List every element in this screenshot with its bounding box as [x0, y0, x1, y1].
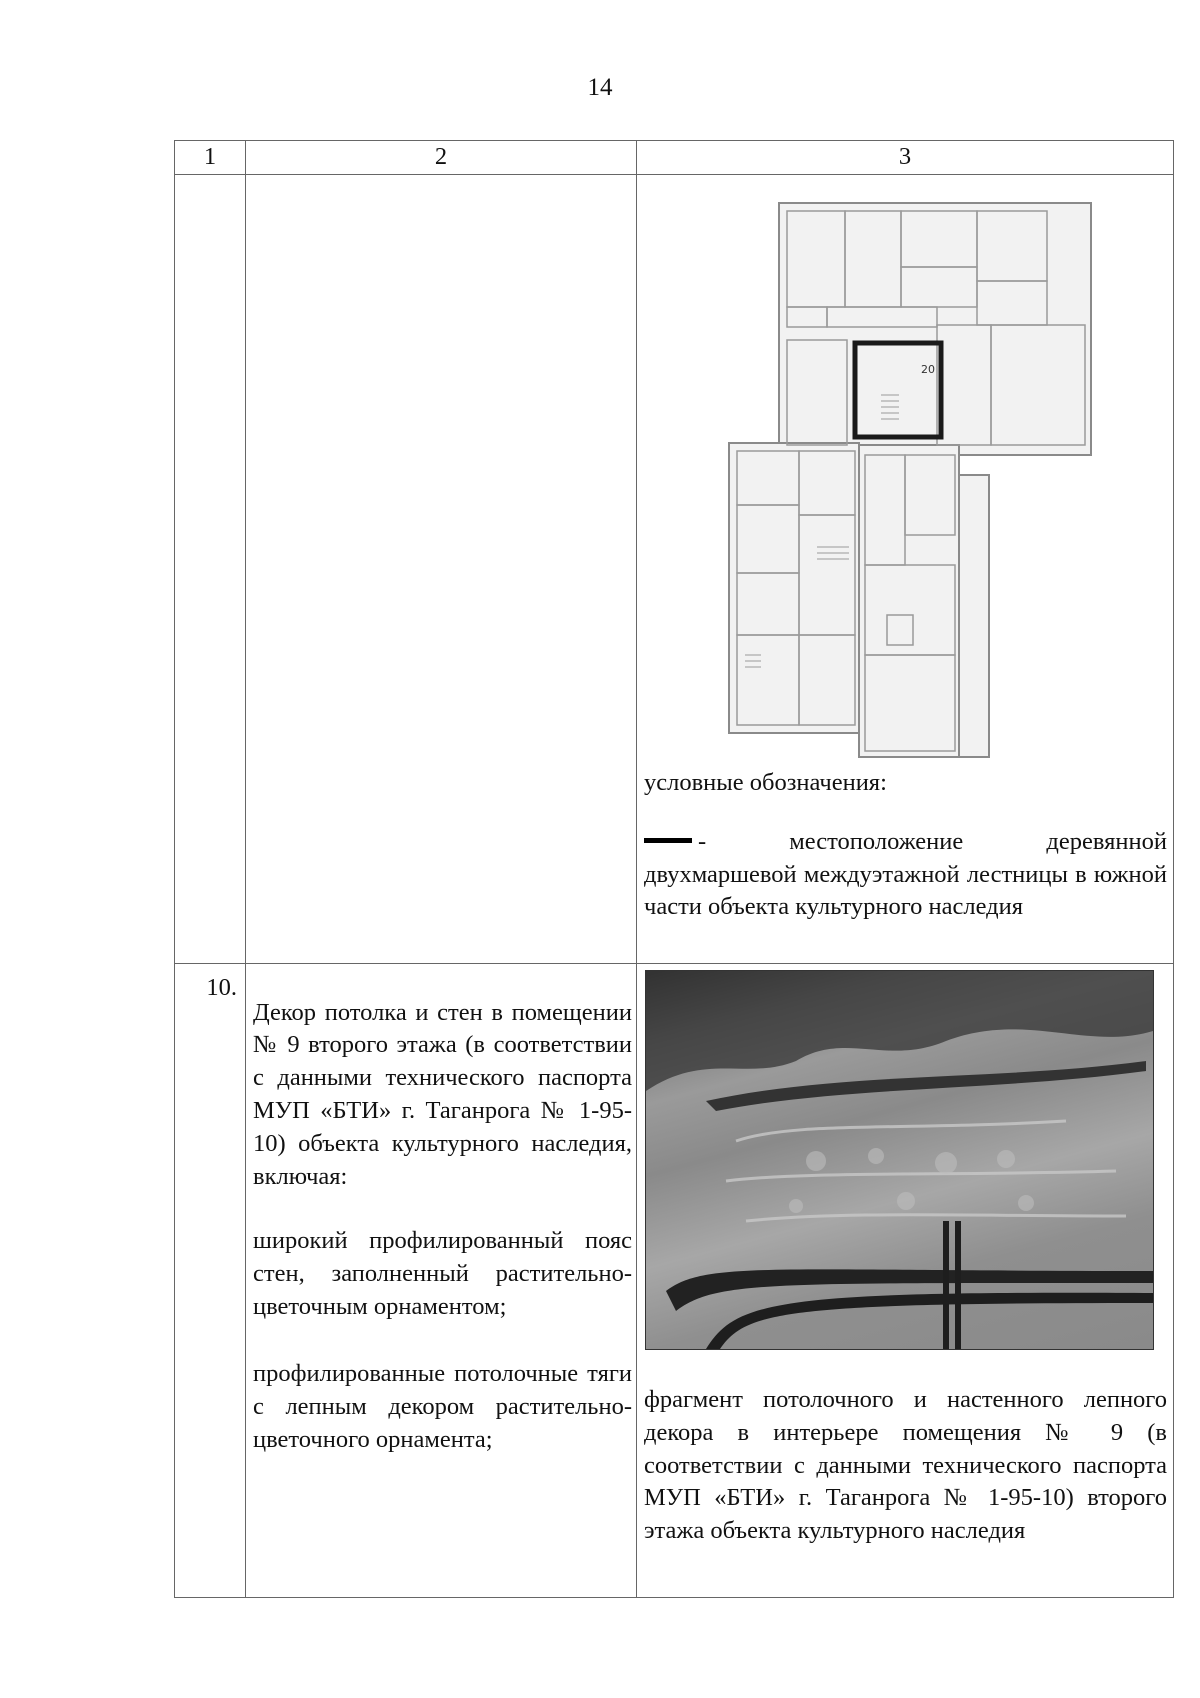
row-10-number: 10.	[175, 964, 246, 1598]
floor-plan-drawing	[637, 175, 1172, 765]
row-10-paragraph-3: профилированные потолочные тяги с лепным декором растительно-цветочного орнамента;	[253, 1359, 632, 1453]
table-row-10	[175, 964, 1174, 1598]
plan-room-label: 20	[921, 363, 935, 376]
table-row-continued	[175, 175, 1174, 964]
row-10-paragraph-1: Декор потолка и стен в помещении № 9 второго этажа (в соответствии с данными технического паспорта МУП «БТИ» г. Таганрога № 1-95-10) объекта культурного наследия, включая:	[253, 998, 632, 1190]
row-10-description	[246, 964, 637, 1598]
row-10-paragraph-2: широкий профилированный пояс стен, заполненный растительно-цветочным орнаментом;	[253, 1227, 632, 1321]
heritage-table	[174, 140, 1174, 1598]
legend-text: - местоположение деревянной двухмаршевой междуэтажной лестницы в южной части объекта культурного наследия	[644, 827, 1167, 921]
floor-plan	[637, 175, 1172, 765]
table-header-row	[175, 141, 1174, 175]
legend-line-symbol	[644, 838, 692, 843]
row-continued-number	[175, 175, 246, 964]
page-number: 14	[587, 74, 613, 101]
row-10-illustration	[637, 964, 1174, 1598]
legend-entry	[644, 826, 1167, 924]
header-col-1: 1	[175, 141, 246, 175]
row-continued-description	[246, 175, 637, 964]
header-col-3: 3	[637, 141, 1174, 175]
row-continued-illustration	[637, 175, 1174, 964]
decor-photo	[645, 970, 1154, 1350]
header-col-2: 2	[246, 141, 637, 175]
photo-caption: фрагмент потолочного и настенного лепного декора в интерьере помещения № 9 (в соответствии с данными технического паспорта МУП «БТИ» г. Таганрога № 1-95-10) второго этажа объекта культурного наследия	[644, 1386, 1167, 1545]
decor-photo-image	[646, 971, 1153, 1349]
legend-title: условные обозначения:	[644, 769, 887, 796]
